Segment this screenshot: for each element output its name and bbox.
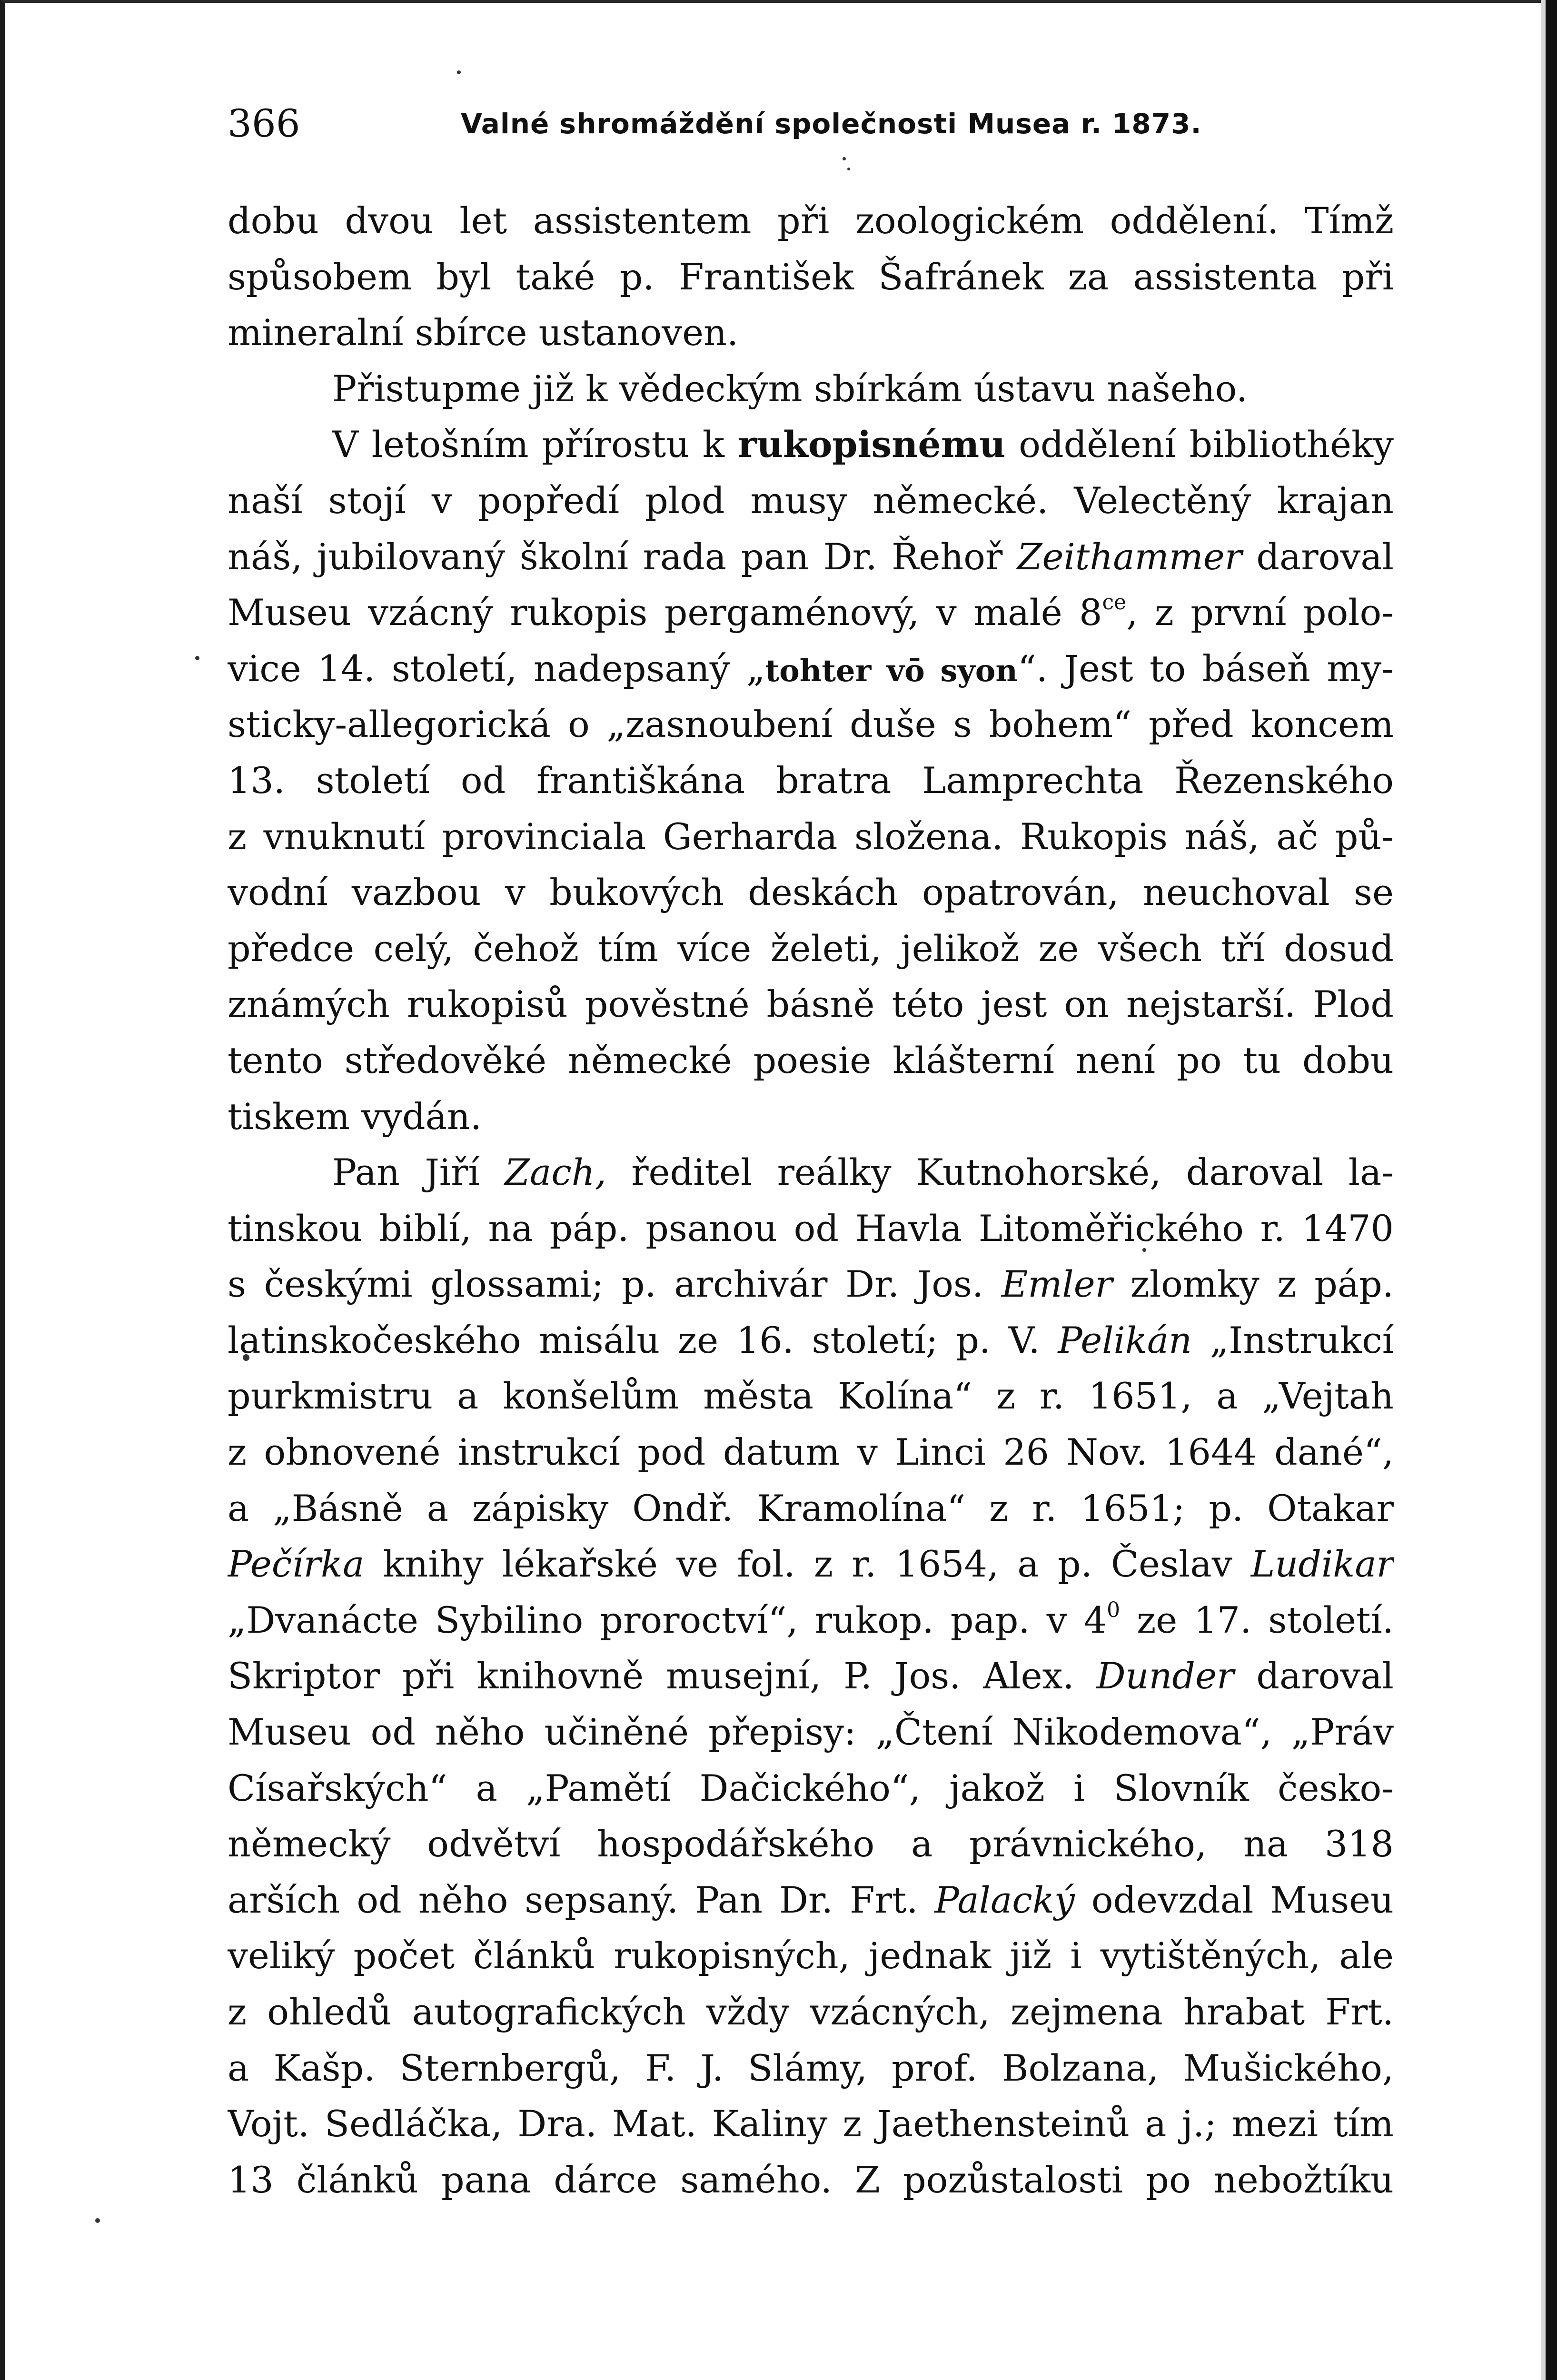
speck <box>843 157 846 160</box>
text-line: 13 článků pana dárce samého. Z pozůstalosti po nebožtíku <box>228 2158 1394 2201</box>
text-line: tinskou biblí, na páp. psanou od Havla Litoměřického r. 1470 <box>228 1207 1394 1250</box>
text-line: tiskem vydán. <box>228 1095 482 1138</box>
text-line <box>228 1592 1394 1648</box>
name-italic: Zach, <box>505 1151 606 1194</box>
text-run: zlomky z páp. <box>1112 1263 1394 1306</box>
text-line: známých rukopisů pověstné básně této jest on nejstarší. Plod <box>228 983 1394 1026</box>
name-italic: Palacký <box>934 1878 1075 1921</box>
text-run: Pan Jiří <box>332 1151 505 1194</box>
text-run: odevzdal Museu <box>1074 1878 1394 1921</box>
emphasis-bold: rukopisnému <box>737 423 1006 466</box>
text-line: a Kašp. Sternbergů, F. J. Slámy, prof. Bolzana, Mušického, <box>228 2046 1394 2089</box>
text-line: Vojt. Sedláčka, Dra. Mat. Kaliny z Jaethensteinů a j.; mezi tím <box>228 2102 1394 2145</box>
superscript: 0 <box>1107 1597 1121 1622</box>
text-line: Císařských“ a „Pamětí Dačického“, jakož i Slovník česko- <box>228 1766 1394 1809</box>
body-text <box>228 193 1394 2208</box>
name-italic: Emler <box>1001 1263 1113 1306</box>
text-run: latinskočeského misálu ze 16. století; p. V. <box>228 1319 1058 1361</box>
name-italic: Zeithammer <box>1017 535 1242 578</box>
scan-edge-highlight <box>1541 0 1546 2380</box>
text-line: purkmistru a konšelům města Kolína“ z r. 1651, a „Vejtah <box>228 1375 1394 1418</box>
text-run: „Dvanácte Sybilino proroctví“, rukop. pap. v 4 <box>228 1598 1107 1641</box>
text-run: vice 14. století, nadepsaný „ <box>228 647 765 690</box>
text-line: a „Básně a zápisky Ondř. Kramolína“ z r. 1651; p. Otakar <box>228 1487 1394 1529</box>
text-run: arších od něho sepsaný. Pan Dr. Frt. <box>228 1878 935 1921</box>
text-line: tento středověké německé poesie klášterní není po tu dobu <box>228 1039 1394 1081</box>
text-run: daroval <box>1242 535 1394 578</box>
text-line: 13. století od františkána bratra Lamprechta Řezenského <box>228 759 1394 802</box>
text-line: Museu od něho učiněné přepisy: „Čtení Nikodemova“, „Práv <box>228 1711 1394 1754</box>
text-run: Museu vzácný rukopis pergaménový, v malé 8 <box>228 591 1102 634</box>
text-run: ředitel reálky Kutnohorské, daroval la- <box>606 1151 1394 1194</box>
running-header <box>228 98 1394 150</box>
speck <box>195 656 199 660</box>
text-run: knihy lékařské ve fol. z r. 1654, a p. Česlav <box>364 1543 1251 1586</box>
page-number: 366 <box>228 101 300 146</box>
text-line <box>228 1312 1394 1368</box>
text-run: “. Jest to báseň my- <box>1017 647 1394 690</box>
text-line <box>228 585 1394 641</box>
text-run: V letošním přírostu k <box>332 423 738 466</box>
text-run: oddělení bibliothéky <box>1005 423 1394 466</box>
text-line <box>228 416 1394 473</box>
text-line: z ohledů autografických vždy vzácných, zejmena hrabat Frt. <box>228 1991 1394 2033</box>
text-line: spůsobem byl také p. František Šafránek za assistenta při <box>228 255 1394 298</box>
text-run: , z první polo- <box>1126 591 1394 634</box>
text-line <box>228 529 1394 585</box>
text-line: vodní vazbou v bukových deskách opatrován, neuchoval se <box>228 871 1394 914</box>
text-line <box>228 1872 1394 1928</box>
text-run: „Instrukcí <box>1192 1319 1394 1361</box>
name-italic: Pečírka <box>228 1543 365 1586</box>
name-italic: Dunder <box>1096 1655 1234 1697</box>
text-line <box>228 1144 1394 1200</box>
superscript: ce <box>1102 590 1127 615</box>
text-line <box>228 1648 1394 1704</box>
text-run: s českými glossami; p. archivár Dr. Jos. <box>228 1263 1002 1306</box>
blackletter-title: tohter vō syon <box>765 653 1018 689</box>
text-line: naší stojí v popředí plod musy německé. Velectěný krajan <box>228 479 1394 522</box>
name-italic: Pelikán <box>1058 1319 1192 1361</box>
text-line: veliký počet článků rukopisných, jednak již i vytištěných, ale <box>228 1934 1394 1977</box>
text-run: ze 17. století. <box>1120 1598 1394 1641</box>
text-line: předce celý, čehož tím více želeti, jelikož ze všech tří dosud <box>228 927 1394 970</box>
text-line: z obnovené instrukcí pod datum v Linci 26 Nov. 1644 dané“, <box>228 1431 1394 1474</box>
speck <box>457 70 461 74</box>
speck <box>847 168 850 170</box>
text-line <box>228 1256 1394 1312</box>
text-run: Skriptor při knihovně musejní, P. Jos. Alex. <box>228 1655 1097 1697</box>
name-italic: Ludikar <box>1250 1543 1394 1586</box>
running-title: Valné shromáždění společnosti Musea r. 1873. <box>461 108 1202 140</box>
text-line <box>228 1536 1394 1592</box>
text-line: mineralní sbírce ustanoven. <box>228 311 739 354</box>
text-line: německý odvětví hospodářského a právnického, na 318 <box>228 1823 1394 1865</box>
text-run: náš, jubilovaný školní rada pan Dr. Řehoř <box>228 535 1017 578</box>
text-line: sticky-allegorická o „zasnoubení duše s bohem“ před koncem <box>228 703 1394 746</box>
text-run: daroval <box>1234 1655 1394 1697</box>
scan-edge-shadow <box>1546 0 1557 2380</box>
text-line <box>228 641 1394 697</box>
text-line: dobu dvou let assistentem při zoologickém oddělení. Tímž <box>228 199 1394 242</box>
text-line: Přistupme již k vědeckým sbírkám ústavu našeho. <box>332 367 1248 410</box>
text-line: z vnuknutí provinciala Gerharda složena. Rukopis náš, ač pů- <box>228 815 1394 858</box>
speck <box>95 2218 100 2223</box>
